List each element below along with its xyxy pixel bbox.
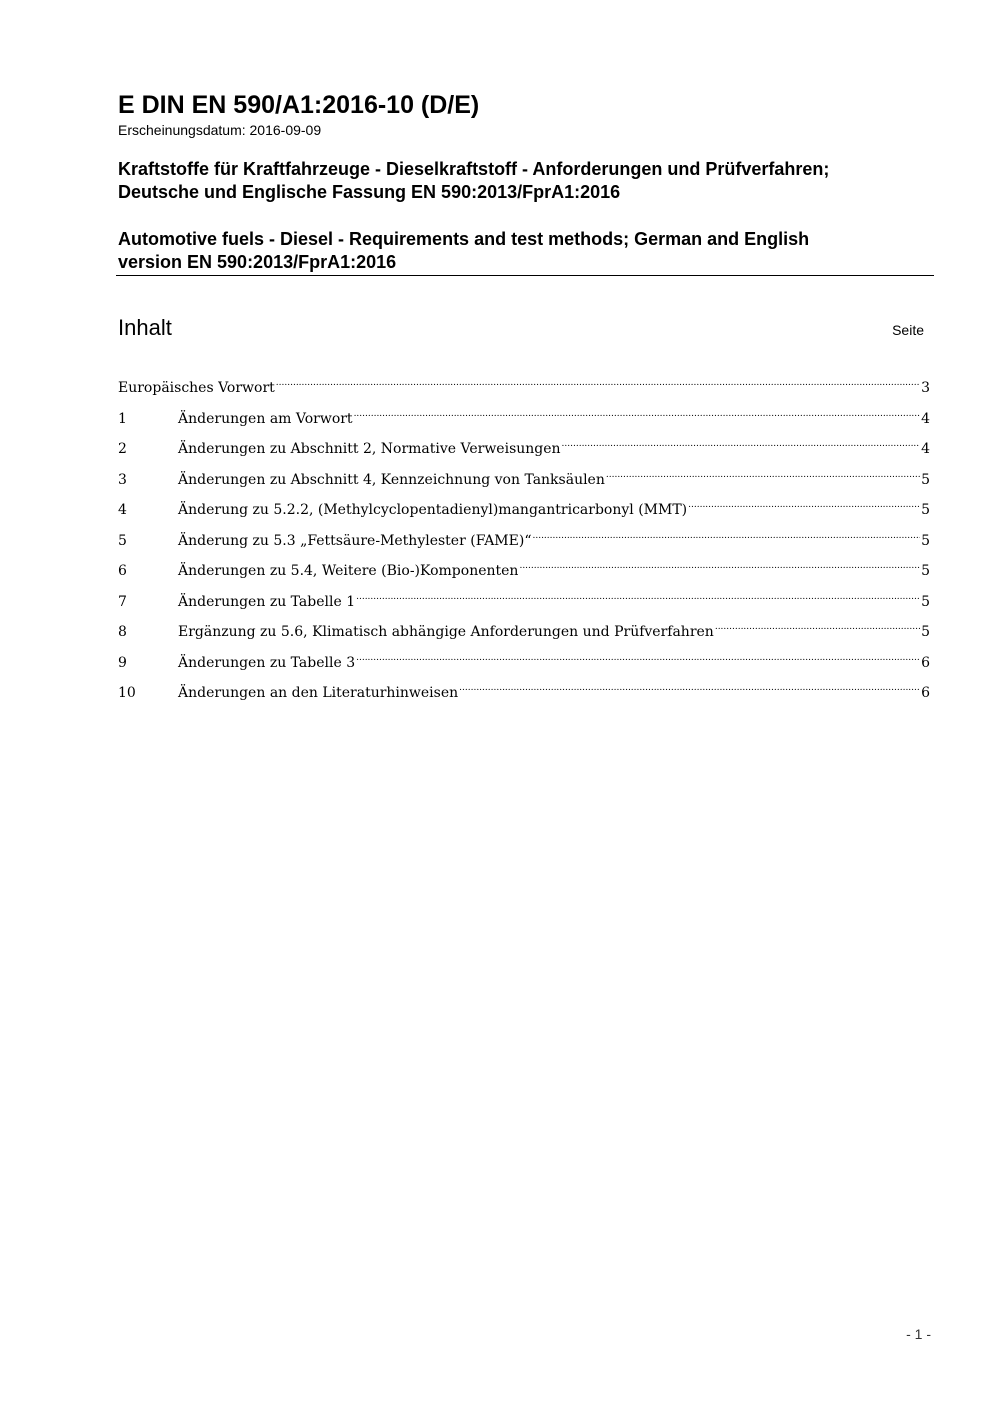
page-number: - 1 - [906, 1326, 931, 1342]
toc-dot-leader [356, 584, 920, 606]
toc-entry-page: 6 [921, 654, 930, 671]
toc-entry[interactable] [118, 492, 930, 523]
toc-entry-title: Änderung zu 5.3 „Fettsäure-Methylester (FAME)“ [178, 532, 532, 549]
toc-entry[interactable] [118, 401, 930, 432]
toc-entry[interactable] [118, 462, 930, 493]
title-english-line-2: version EN 590:2013/FprA1:2016 [118, 252, 397, 272]
toc-entry[interactable] [118, 553, 930, 584]
toc-entry-title: Änderungen zu Abschnitt 4, Kennzeichnung von Tanksäulen [178, 471, 605, 488]
toc-entry-number: 9 [118, 654, 127, 671]
toc-entry-page: 4 [921, 410, 930, 427]
toc-dot-leader [606, 462, 920, 484]
toc-entry-number: 2 [118, 441, 127, 457]
toc-entry-number: 3 [118, 471, 127, 488]
toc-entry[interactable] [118, 645, 930, 676]
toc-entry-title: Änderungen zu Abschnitt 2, Normative Verweisungen [178, 441, 561, 457]
toc-entry-title: Änderungen zu 5.4, Weitere (Bio-)Komponenten [178, 563, 519, 579]
document-id: E DIN EN 590/A1:2016-10 (D/E) [118, 91, 480, 119]
toc-entry[interactable] [118, 370, 930, 401]
toc-entry-page: 5 [921, 563, 930, 579]
toc-dot-leader [459, 675, 920, 697]
toc-entry-number: 1 [118, 410, 127, 427]
toc-entry-title: Ergänzung zu 5.6, Klimatisch abhängige Anforderungen und Prüfverfahren [178, 624, 714, 640]
toc-entry-page: 5 [921, 624, 930, 640]
toc-entry[interactable] [118, 675, 930, 706]
toc-entry-page: 6 [921, 685, 930, 701]
toc-page-column-label: Seite [892, 322, 924, 338]
toc-dot-leader [532, 523, 920, 545]
toc-dot-leader [688, 492, 920, 514]
toc-dot-leader [276, 370, 920, 392]
toc-dot-leader [354, 401, 920, 423]
toc-entry-title: Änderungen am Vorwort [178, 410, 353, 427]
toc-entry[interactable] [118, 431, 930, 462]
table-of-contents [118, 370, 930, 706]
title-english-line-1: Automotive fuels - Diesel - Requirements and test methods; German and English [118, 229, 810, 249]
title-german-line-2: Deutsche und Englische Fassung EN 590:2013/FprA1:2016 [118, 182, 621, 202]
title-german [118, 158, 933, 204]
publication-date: Erscheinungsdatum: 2016-09-09 [118, 122, 322, 138]
toc-dot-leader [562, 431, 920, 453]
toc-entry[interactable] [118, 584, 930, 615]
toc-entry-title: Änderung zu 5.2.2, (Methylcyclopentadienyl)mangantricarbonyl (MMT) [178, 502, 688, 518]
toc-entry-number: 6 [118, 563, 127, 579]
toc-entry-title: Änderungen zu Tabelle 1 [178, 593, 356, 610]
toc-heading: Inhalt [118, 315, 172, 340]
toc-dot-leader [356, 645, 920, 667]
toc-entry-title: Europäisches Vorwort [118, 380, 275, 396]
toc-dot-leader [715, 614, 920, 636]
toc-entry[interactable] [118, 614, 930, 645]
toc-dot-leader [519, 553, 920, 575]
toc-entry-page: 5 [921, 502, 930, 518]
toc-entry-number: 8 [118, 624, 127, 640]
toc-entry-title: Änderungen zu Tabelle 3 [178, 654, 356, 671]
toc-entry-number: 10 [118, 685, 136, 701]
title-english [118, 228, 933, 274]
toc-entry-page: 3 [921, 380, 930, 396]
toc-entry-title: Änderungen an den Literaturhinweisen [178, 685, 459, 701]
toc-entry[interactable] [118, 523, 930, 554]
toc-entry-number: 5 [118, 532, 127, 549]
toc-entry-page: 4 [921, 441, 930, 457]
toc-entry-number: 4 [118, 502, 127, 518]
toc-entry-page: 5 [921, 471, 930, 488]
title-divider [116, 275, 934, 276]
title-german-line-1: Kraftstoffe für Kraftfahrzeuge - Dieselkraftstoff - Anforderungen und Prüfverfahren; [118, 159, 830, 179]
toc-entry-page: 5 [921, 532, 930, 549]
toc-entry-number: 7 [118, 593, 127, 610]
toc-entry-page: 5 [921, 593, 930, 610]
